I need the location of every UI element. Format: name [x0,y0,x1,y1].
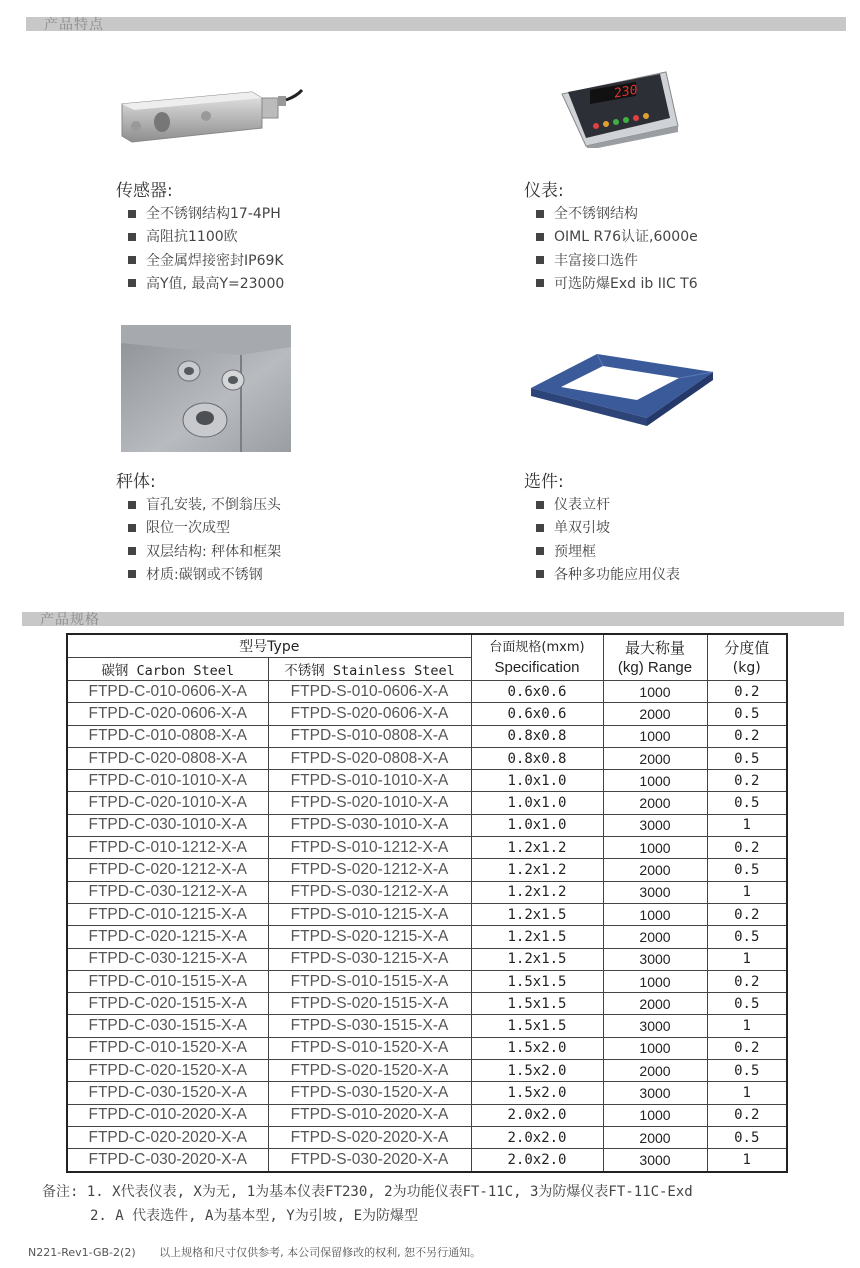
table-row [67,814,787,836]
cell-carbon-model: FTPD-C-020-0606-X-A [67,703,268,725]
cell-carbon-model: FTPD-C-030-1212-X-A [67,881,268,903]
cell-specification: 1.5x2.0 [471,1037,603,1059]
cell-specification: 1.5x1.5 [471,1015,603,1037]
cell-specification: 0.8x0.8 [471,747,603,769]
cell-carbon-model: FTPD-C-010-0606-X-A [67,681,268,703]
cell-stainless-model: FTPD-S-030-1212-X-A [268,881,471,903]
cell-stainless-model: FTPD-S-020-1215-X-A [268,926,471,948]
cell-division: 0.2 [707,1104,787,1126]
cell-carbon-model: FTPD-C-030-1515-X-A [67,1015,268,1037]
cell-range: 1000 [603,837,707,859]
cell-range: 3000 [603,1015,707,1037]
header-type: 型号Type [67,634,471,658]
header-division-cn: 分度值 [724,638,770,657]
table-row [67,1060,787,1082]
document-code: N221-Rev1-GB-2(2) [28,1246,136,1259]
table-row [67,881,787,903]
table-row [67,792,787,814]
cell-specification: 1.5x1.5 [471,993,603,1015]
cell-division: 0.5 [707,747,787,769]
note-line-2: 2. A 代表选件, A为基本型, Y为引坡, E为防爆型 [90,1208,419,1224]
cell-division: 0.2 [707,725,787,747]
cell-specification: 1.2x1.5 [471,903,603,925]
cell-range: 3000 [603,1149,707,1172]
indicator-display-text: 230 [614,82,638,102]
cell-carbon-model: FTPD-C-030-1010-X-A [67,814,268,836]
cell-range: 2000 [603,993,707,1015]
cell-specification: 0.6x0.6 [471,681,603,703]
cell-specification: 1.5x1.5 [471,970,603,992]
cell-division: 1 [707,1082,787,1104]
table-row [67,970,787,992]
spec-table [66,633,788,1173]
cell-division: 1 [707,1015,787,1037]
cell-carbon-model: FTPD-C-010-2020-X-A [67,1104,268,1126]
cell-specification: 1.0x1.0 [471,792,603,814]
section-bar-specs [22,612,844,626]
table-row [67,1149,787,1172]
cell-division: 0.2 [707,681,787,703]
cell-carbon-model: FTPD-C-020-1215-X-A [67,926,268,948]
cell-stainless-model: FTPD-S-010-1215-X-A [268,903,471,925]
frame-image [527,352,717,428]
cell-stainless-model: FTPD-S-010-1515-X-A [268,970,471,992]
cell-range: 2000 [603,926,707,948]
feature-title-options: 选件: [524,472,564,492]
cell-range: 3000 [603,881,707,903]
cell-carbon-model: FTPD-C-030-2020-X-A [67,1149,268,1172]
cell-specification: 1.0x1.0 [471,770,603,792]
list-item: 仪表立杆 [534,494,680,517]
header-range [603,634,707,681]
cell-stainless-model: FTPD-S-020-1010-X-A [268,792,471,814]
table-row [67,1126,787,1148]
header-spec-en: Specification [494,658,580,676]
cell-range: 2000 [603,859,707,881]
cell-stainless-model: FTPD-S-020-1212-X-A [268,859,471,881]
cell-range: 1000 [603,681,707,703]
list-item: 丰富接口选件 [534,250,698,273]
cell-division: 0.5 [707,1126,787,1148]
cell-specification: 1.2x1.2 [471,881,603,903]
cell-specification: 0.8x0.8 [471,725,603,747]
list-item: 盲孔安装, 不倒翁压头 [126,494,281,517]
cell-stainless-model: FTPD-S-010-2020-X-A [268,1104,471,1126]
table-row [67,770,787,792]
cell-stainless-model: FTPD-S-020-0606-X-A [268,703,471,725]
cell-specification: 0.6x0.6 [471,703,603,725]
table-row [67,681,787,703]
section-title-features: 产品特点 [44,17,104,33]
cell-range: 1000 [603,770,707,792]
cell-division: 0.2 [707,903,787,925]
list-item: 全不锈钢结构 [534,203,698,226]
header-spec [471,634,603,681]
cell-range: 3000 [603,948,707,970]
feature-title-sensor: 传感器: [116,181,173,201]
cell-range: 3000 [603,814,707,836]
table-row [67,993,787,1015]
cell-division: 0.5 [707,993,787,1015]
cell-stainless-model: FTPD-S-030-1520-X-A [268,1082,471,1104]
cell-carbon-model: FTPD-C-020-1520-X-A [67,1060,268,1082]
feature-title-scale-body: 秤体: [116,472,156,492]
scale-body-image [121,325,291,452]
cell-stainless-model: FTPD-S-030-1010-X-A [268,814,471,836]
cell-carbon-model: FTPD-C-020-1515-X-A [67,993,268,1015]
cell-stainless-model: FTPD-S-010-0606-X-A [268,681,471,703]
section-bar-features [26,17,846,31]
cell-division: 0.5 [707,792,787,814]
cell-range: 1000 [603,725,707,747]
cell-specification: 1.2x1.5 [471,948,603,970]
header-range-en: (kg) Range [617,658,693,676]
cell-carbon-model: FTPD-C-020-1010-X-A [67,792,268,814]
cell-stainless-model: FTPD-S-030-1215-X-A [268,948,471,970]
cell-specification: 1.2x1.2 [471,837,603,859]
list-item: 全金属焊接密封IP69K [126,250,284,273]
list-item: OIML R76认证,6000e [534,226,698,249]
cell-division: 0.5 [707,703,787,725]
cell-division: 0.5 [707,926,787,948]
feature-list-options [534,494,680,587]
cell-stainless-model: FTPD-S-020-0808-X-A [268,747,471,769]
cell-range: 1000 [603,1104,707,1126]
header-division-en: (kg) [732,659,761,676]
header-carbon-steel: 碳钢 Carbon Steel [67,658,268,681]
disclaimer: 以上规格和尺寸仅供参考, 本公司保留修改的权利, 恕不另行通知。 [159,1246,482,1259]
cell-stainless-model: FTPD-S-020-1520-X-A [268,1060,471,1082]
table-row [67,1082,787,1104]
cell-range: 2000 [603,1060,707,1082]
cell-range: 2000 [603,792,707,814]
feature-list-scale-body [126,494,281,587]
table-row [67,837,787,859]
cell-stainless-model: FTPD-S-020-1515-X-A [268,993,471,1015]
header-range-cn: 最大称量 [624,638,685,657]
cell-carbon-model: FTPD-C-020-1212-X-A [67,859,268,881]
cell-specification: 2.0x2.0 [471,1149,603,1172]
table-row [67,1104,787,1126]
cell-range: 1000 [603,903,707,925]
list-item: 双层结构: 秤体和框架 [126,541,281,564]
cell-carbon-model: FTPD-C-030-1215-X-A [67,948,268,970]
table-row [67,747,787,769]
table-row [67,903,787,925]
list-item: 可选防爆Exd ib IIC T6 [534,273,698,296]
cell-specification: 1.5x2.0 [471,1082,603,1104]
cell-division: 0.2 [707,970,787,992]
cell-division: 1 [707,881,787,903]
cell-division: 0.2 [707,837,787,859]
indicator-image [556,66,682,148]
cell-specification: 2.0x2.0 [471,1104,603,1126]
cell-stainless-model: FTPD-S-010-1212-X-A [268,837,471,859]
cell-division: 1 [707,948,787,970]
cell-stainless-model: FTPD-S-010-1010-X-A [268,770,471,792]
cell-carbon-model: FTPD-C-010-0808-X-A [67,725,268,747]
section-title-specs: 产品规格 [40,612,100,628]
feature-list-sensor [126,203,284,296]
cell-division: 0.5 [707,1060,787,1082]
footer [28,1244,481,1260]
list-item: 预埋框 [534,541,680,564]
note-line-1: 备注: 1. X代表仪表, X为无, 1为基本仪表FT230, 2为功能仪表FT-11C, 3为防爆仪表FT-11C-Exd [42,1184,693,1200]
cell-specification: 1.2x1.2 [471,859,603,881]
notes [42,1180,693,1228]
cell-carbon-model: FTPD-C-010-1515-X-A [67,970,268,992]
cell-stainless-model: FTPD-S-010-0808-X-A [268,725,471,747]
cell-stainless-model: FTPD-S-010-1520-X-A [268,1037,471,1059]
table-row [67,725,787,747]
table-row [67,948,787,970]
list-item: 材质:碳钢或不锈钢 [126,564,281,587]
cell-range: 3000 [603,1082,707,1104]
cell-carbon-model: FTPD-C-020-2020-X-A [67,1126,268,1148]
list-item: 限位一次成型 [126,517,281,540]
table-row [67,926,787,948]
header-spec-cn: 台面规格(mxm) [489,639,585,655]
load-cell-image [112,84,304,148]
cell-division: 1 [707,814,787,836]
cell-specification: 1.0x1.0 [471,814,603,836]
list-item: 全不锈钢结构17-4PH [126,203,284,226]
spec-table-body [67,681,787,1172]
cell-division: 0.2 [707,1037,787,1059]
cell-carbon-model: FTPD-C-010-1212-X-A [67,837,268,859]
list-item: 高Y值, 最高Y=23000 [126,273,284,296]
cell-carbon-model: FTPD-C-010-1520-X-A [67,1037,268,1059]
cell-carbon-model: FTPD-C-010-1010-X-A [67,770,268,792]
cell-range: 1000 [603,1037,707,1059]
cell-carbon-model: FTPD-C-010-1215-X-A [67,903,268,925]
list-item: 高阻抗1100欧 [126,226,284,249]
cell-division: 0.5 [707,859,787,881]
table-row [67,859,787,881]
cell-carbon-model: FTPD-C-020-0808-X-A [67,747,268,769]
table-row [67,1015,787,1037]
list-item: 各种多功能应用仪表 [534,564,680,587]
cell-range: 2000 [603,1126,707,1148]
cell-stainless-model: FTPD-S-020-2020-X-A [268,1126,471,1148]
cell-division: 1 [707,1149,787,1172]
table-row [67,703,787,725]
cell-carbon-model: FTPD-C-030-1520-X-A [67,1082,268,1104]
feature-title-indicator: 仪表: [524,181,564,201]
cell-stainless-model: FTPD-S-030-1515-X-A [268,1015,471,1037]
header-stainless-steel: 不锈钢 Stainless Steel [268,658,471,681]
cell-specification: 1.2x1.5 [471,926,603,948]
header-division [707,634,787,681]
cell-range: 2000 [603,747,707,769]
cell-specification: 1.5x2.0 [471,1060,603,1082]
cell-range: 1000 [603,970,707,992]
cell-stainless-model: FTPD-S-030-2020-X-A [268,1149,471,1172]
cell-division: 0.2 [707,770,787,792]
cell-range: 2000 [603,703,707,725]
feature-list-indicator [534,203,698,296]
list-item: 单双引坡 [534,517,680,540]
cell-specification: 2.0x2.0 [471,1126,603,1148]
table-row [67,1037,787,1059]
